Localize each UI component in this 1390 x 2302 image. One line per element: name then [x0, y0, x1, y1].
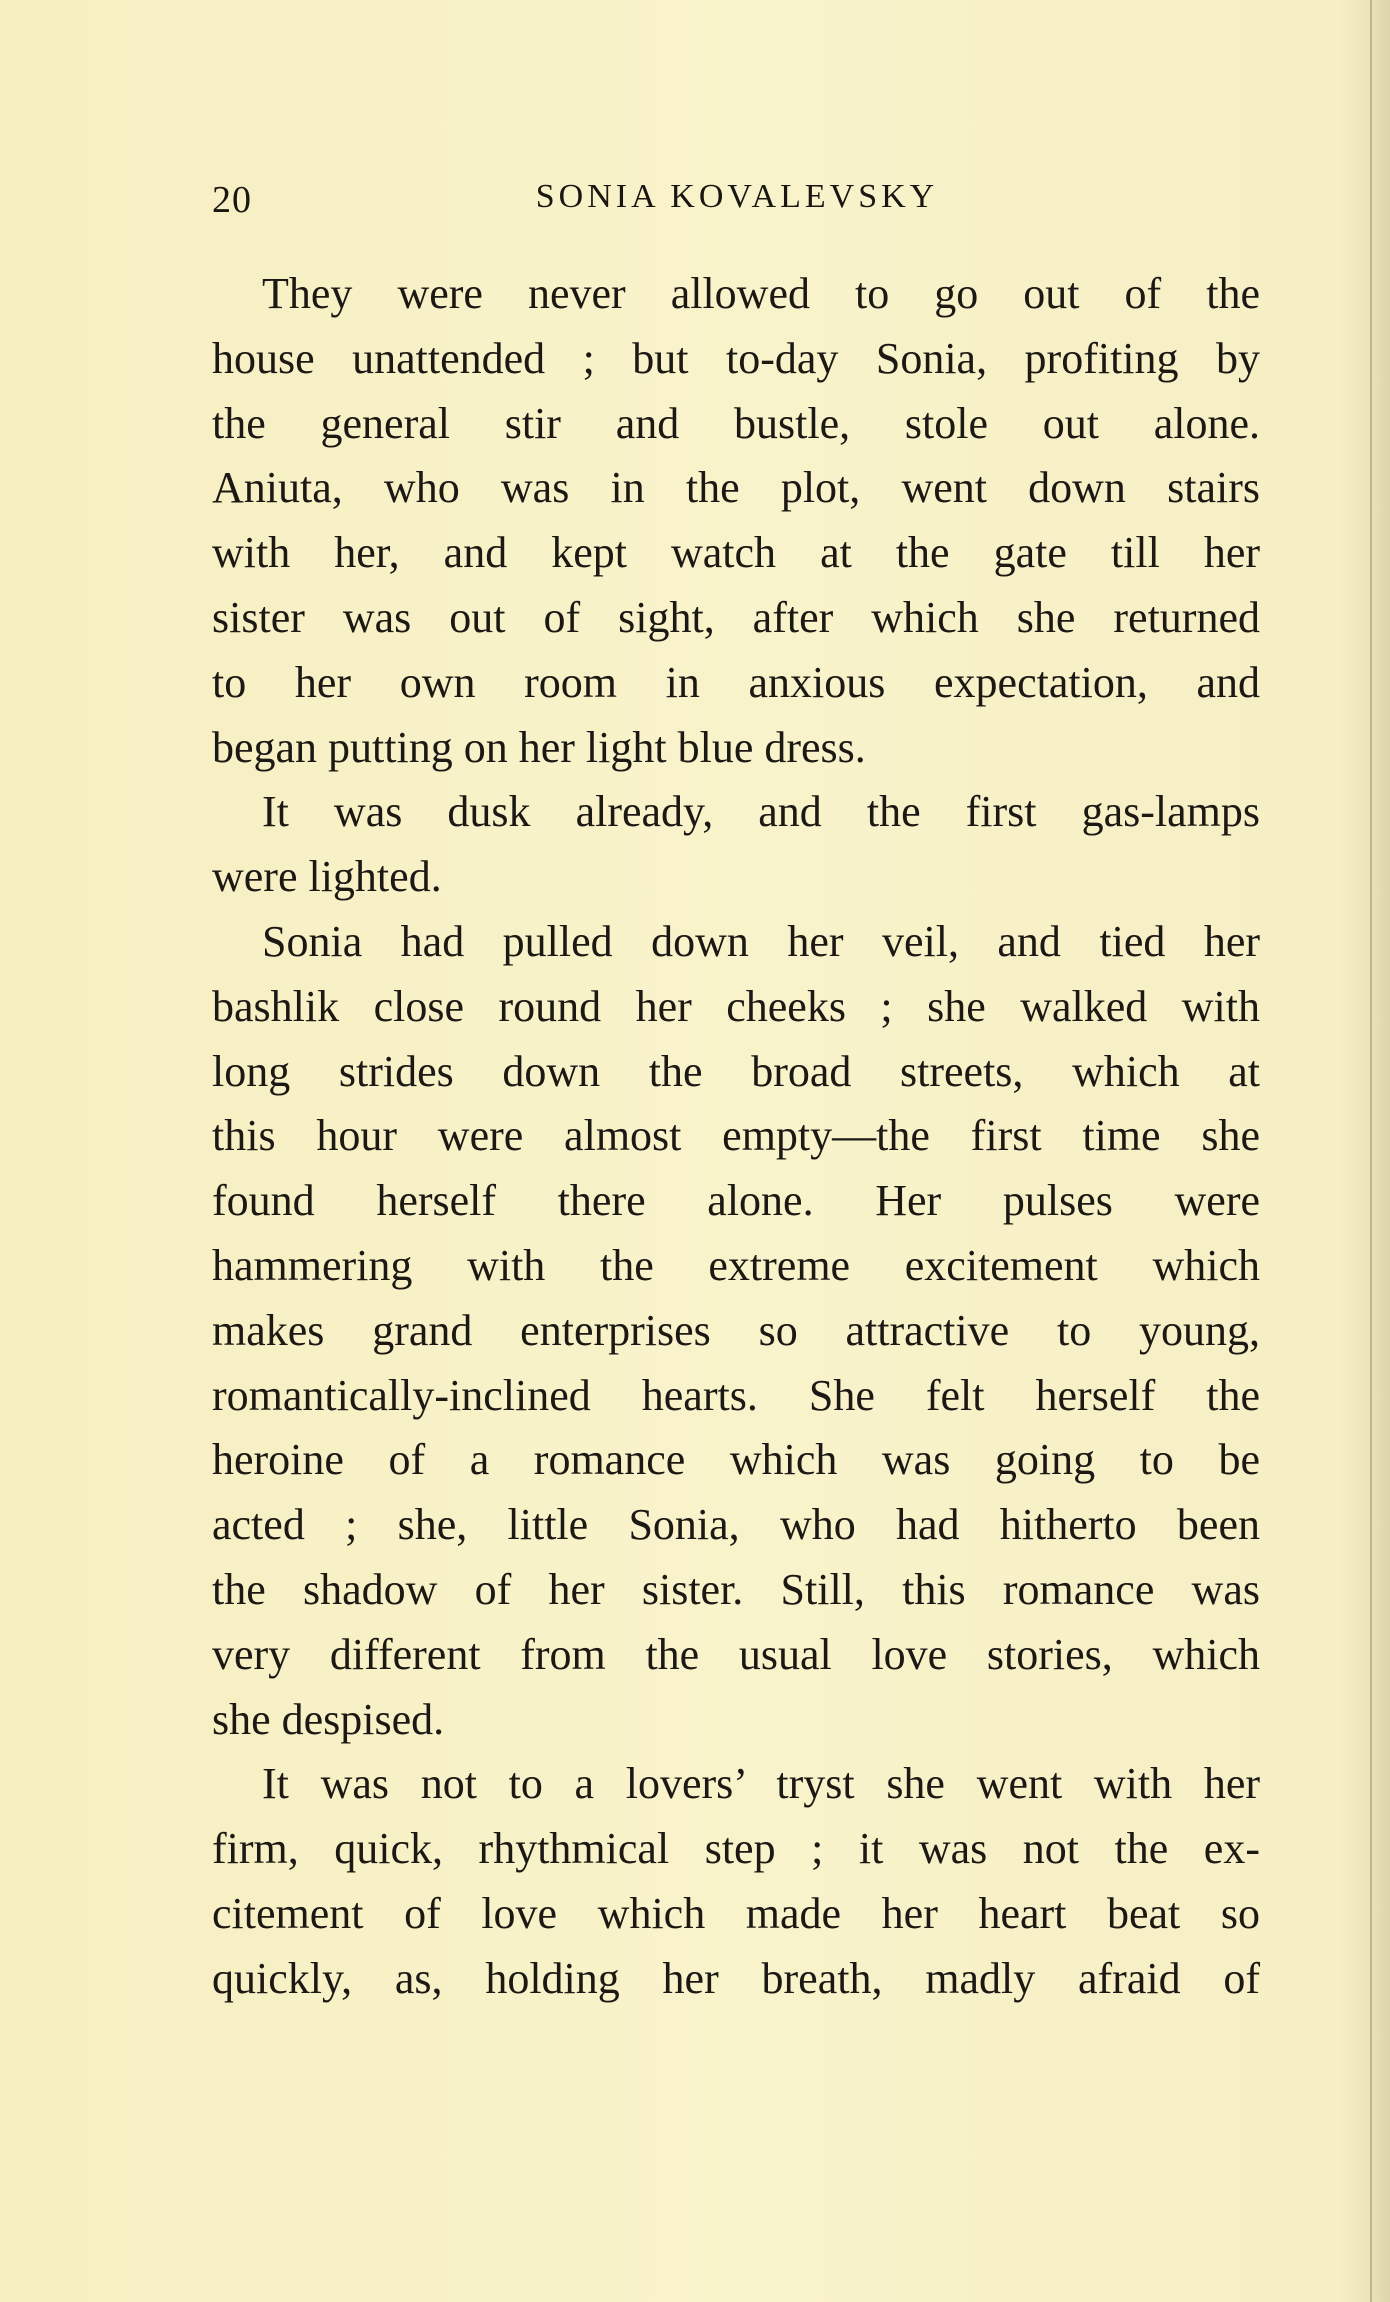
page-edge-line	[1370, 0, 1372, 2302]
page-number: 20	[212, 179, 252, 221]
text-line: were lighted.	[212, 852, 442, 902]
body-text	[212, 262, 1260, 2012]
text-line: Sonia had pulled down her veil, and tied her	[262, 916, 1260, 966]
text-line: firm, quick, rhythmical step ; it was not the ex-	[212, 1824, 1260, 1874]
text-line: quickly, as, holding her breath, madly afraid of	[212, 1953, 1260, 2003]
text-line: It was dusk already, and the first gas-lamps	[262, 787, 1260, 837]
page-header	[212, 178, 1262, 228]
text-line: to her own room in anxious expectation, and	[212, 657, 1260, 707]
text-line: acted ; she, little Sonia, who had hitherto been	[212, 1500, 1260, 1550]
text-line: heroine of a romance which was going to be	[212, 1435, 1260, 1485]
text-line: Aniuta, who was in the plot, went down stairs	[212, 463, 1260, 513]
text-line: makes grand enterprises so attractive to young,	[212, 1305, 1260, 1355]
text-line: the shadow of her sister. Still, this romance was	[212, 1564, 1260, 1614]
text-line: the general stir and bustle, stole out alone.	[212, 398, 1260, 448]
text-line: romantically-inclined hearts. She felt herself the	[212, 1370, 1260, 1420]
page-edge-shadow	[1340, 0, 1390, 2302]
text-line: very different from the usual love stories, which	[212, 1629, 1260, 1679]
text-line: with her, and kept watch at the gate till her	[212, 528, 1260, 578]
text-line: bashlik close round her cheeks ; she walked with	[212, 981, 1260, 1031]
text-line: citement of love which made her heart beat so	[212, 1888, 1260, 1938]
running-head: SONIA KOVALEVSKY	[535, 178, 939, 215]
text-line: hammering with the extreme excitement which	[212, 1240, 1260, 1290]
text-line: she despised.	[212, 1694, 445, 1744]
text-line: sister was out of sight, after which she returned	[212, 592, 1260, 642]
text-line: long strides down the broad streets, which at	[212, 1046, 1260, 1096]
text-line: found herself there alone. Her pulses were	[212, 1176, 1260, 1226]
text-line: began putting on her light blue dress.	[212, 722, 866, 772]
text-line: this hour were almost empty—the first time she	[212, 1111, 1260, 1161]
text-line: house unattended ; but to-day Sonia, profiting by	[212, 333, 1260, 383]
text-line: It was not to a lovers’ tryst she went with her	[262, 1759, 1260, 1809]
text-line: They were never allowed to go out of the	[262, 269, 1260, 318]
